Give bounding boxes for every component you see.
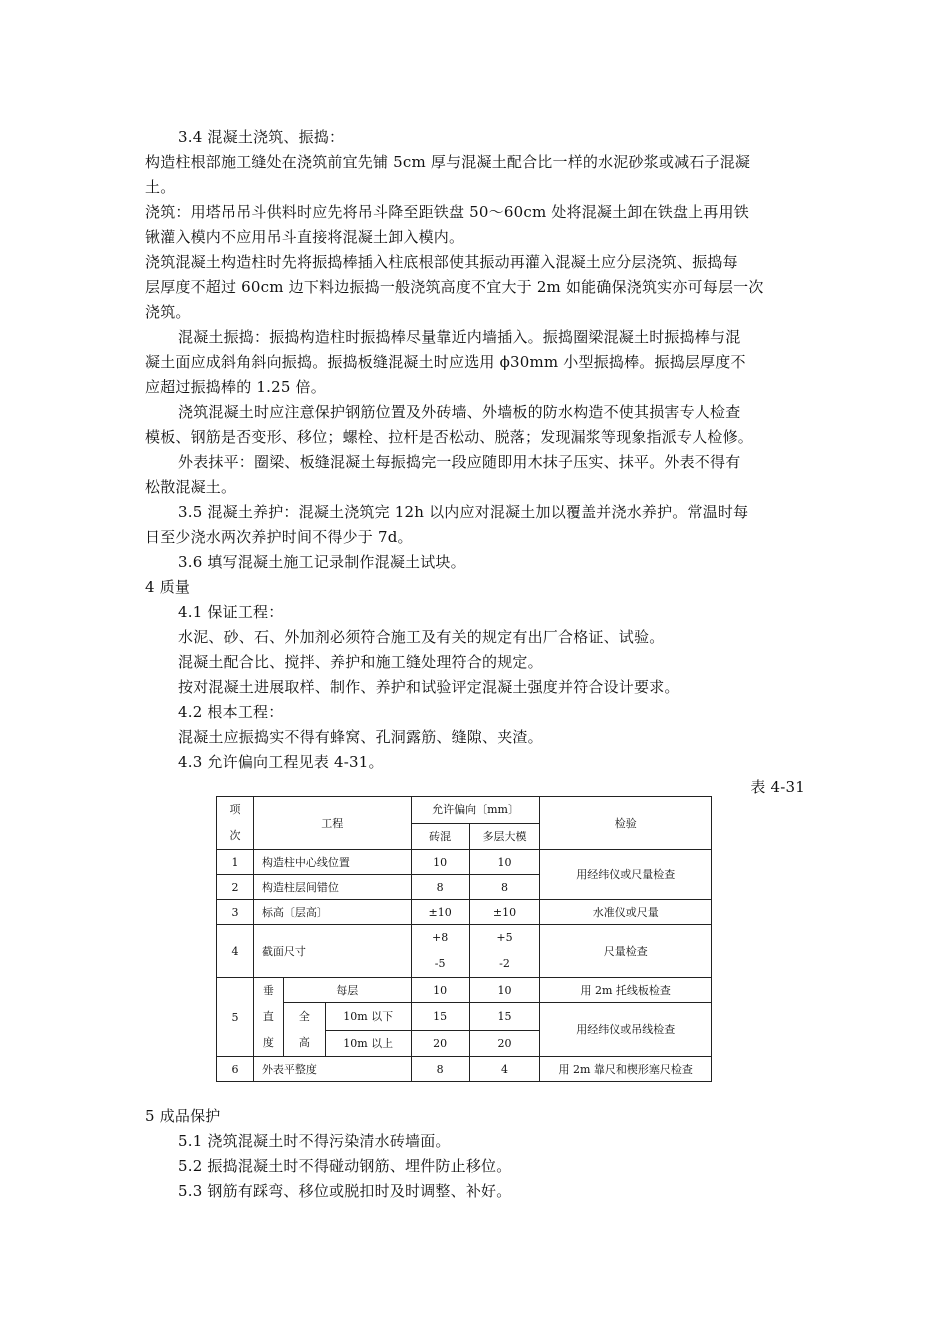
section-5-heading: 5 成品保护	[145, 1107, 221, 1125]
header-multi: 多层大模	[469, 823, 540, 850]
paragraph-line: 混凝土配合比、搅拌、养护和施工缝处理符合的规定。	[178, 653, 543, 671]
paragraph-line: 锹灌入模内不应用吊斗直接将混凝土卸入模内。	[145, 228, 465, 246]
table-label: 表 4-31	[750, 778, 805, 796]
paragraph-line: 浇筑混凝土时应注意保护钢筋位置及外砖墙、外墙板的防水构造不使其损害专人检查	[178, 403, 741, 421]
paragraph-line: 凝土面应成斜角斜向振捣。振捣板缝混凝土时应选用 ϕ30mm 小型振捣棒。振捣层厚度不	[145, 353, 746, 371]
header-item-no: 项 次	[217, 797, 254, 850]
section-5-2-line: 5.2 振捣混凝土时不得碰动钢筋、埋件防止移位。	[178, 1157, 512, 1175]
paragraph-line: 日至少浇水两次养护时间不得少于 7d。	[145, 528, 413, 546]
table-row: 5 垂 直 度 每层 10 10 用 2m 托线板检查	[217, 978, 712, 1003]
paragraph-line: 外表抹平：圈梁、板缝混凝土每振捣完一段应随即用木抹子压实、抹平。外表不得有	[178, 453, 741, 471]
section-3-4-heading: 3.4 混凝土浇筑、振捣：	[178, 128, 345, 146]
section-4-2-heading: 4.2 根本工程：	[178, 703, 284, 721]
section-4-3-line: 4.3 允许偏向工程见表 4-31。	[178, 753, 384, 771]
section-5-3-line: 5.3 钢筋有踩弯、移位或脱扣时及时调整、补好。	[178, 1182, 512, 1200]
table-row: 2 构造柱层间错位 8 8	[217, 875, 712, 900]
paragraph-line: 构造柱根部施工缝处在浇筑前宜先铺 5cm 厚与混凝土配合比一样的水泥砂浆或减石子混凝	[145, 153, 751, 171]
table-row: 全 高 10m 以下 15 15 用经纬仪或吊线检查	[217, 1003, 712, 1031]
section-3-5-line: 3.5 混凝土养护：混凝土浇筑完 12h 以内应对混凝土加以覆盖并浇水养护。常温时每	[178, 503, 749, 521]
paragraph-line: 浇筑。	[145, 303, 191, 321]
verticality-label: 垂 直 度	[253, 978, 283, 1057]
full-height-label: 全 高	[283, 1003, 325, 1057]
paragraph-line: 混凝土振捣：振捣构造柱时振捣棒尽量靠近内墙插入。振捣圈梁混凝土时振捣棒与混	[178, 328, 741, 346]
section-4-1-heading: 4.1 保证工程：	[178, 603, 284, 621]
header-brick: 砖混	[411, 823, 469, 850]
paragraph-line: 土。	[145, 178, 176, 196]
paragraph-line: 层厚度不超过 60cm 边下料边振捣一般浇筑高度不宜大于 2m 如能确保浇筑实亦可每层一次	[145, 278, 764, 296]
table-row: 4 截面尺寸 +8 -5 +5 -2 尺量检查	[217, 925, 712, 978]
tolerance-table	[216, 796, 712, 1082]
header-project: 工程	[253, 797, 411, 850]
table-row: 3 标高〔层高〕 ±10 ±10 水准仪或尺量	[217, 900, 712, 925]
table-row: 1 构造柱中心线位置 10 10 用经纬仪或尺量检查	[217, 850, 712, 875]
paragraph-line: 水泥、砂、石、外加剂必须符合施工及有关的规定有出厂合格证、试验。	[178, 628, 665, 646]
table-row: 10m 以上 20 20	[217, 1030, 712, 1057]
paragraph-line: 按对混凝土进展取样、制作、养护和试验评定混凝土强度并符合设计要求。	[178, 678, 680, 696]
paragraph-line: 混凝土应振捣实不得有蜂窝、孔洞露筋、缝隙、夹渣。	[178, 728, 543, 746]
paragraph-line: 浇筑：用塔吊吊斗供料时应先将吊斗降至距铁盘 50～60cm 处将混凝土卸在铁盘上再用铁	[145, 203, 749, 221]
paragraph-line: 模板、钢筋是否变形、移位；螺栓、拉杆是否松动、脱落；发现漏浆等现象指派专人检修。	[145, 428, 754, 446]
header-allowance: 允许偏向〔mm〕	[411, 797, 540, 824]
section-3-6-line: 3.6 填写混凝土施工记录制作混凝土试块。	[178, 553, 466, 571]
paragraph-line: 松散混凝土。	[145, 478, 237, 496]
table-row: 6 外表平整度 8 4 用 2m 靠尺和楔形塞尺检查	[217, 1057, 712, 1082]
header-check: 检验	[540, 797, 712, 850]
paragraph-line: 浇筑混凝土构造柱时先将振捣棒插入柱底根部使其振动再灌入混凝土应分层浇筑、振捣每	[145, 253, 738, 271]
section-5-1-line: 5.1 浇筑混凝土时不得污染清水砖墙面。	[178, 1132, 451, 1150]
section-4-heading: 4 质量	[145, 578, 191, 596]
paragraph-line: 应超过振捣棒的 1.25 倍。	[145, 378, 326, 396]
